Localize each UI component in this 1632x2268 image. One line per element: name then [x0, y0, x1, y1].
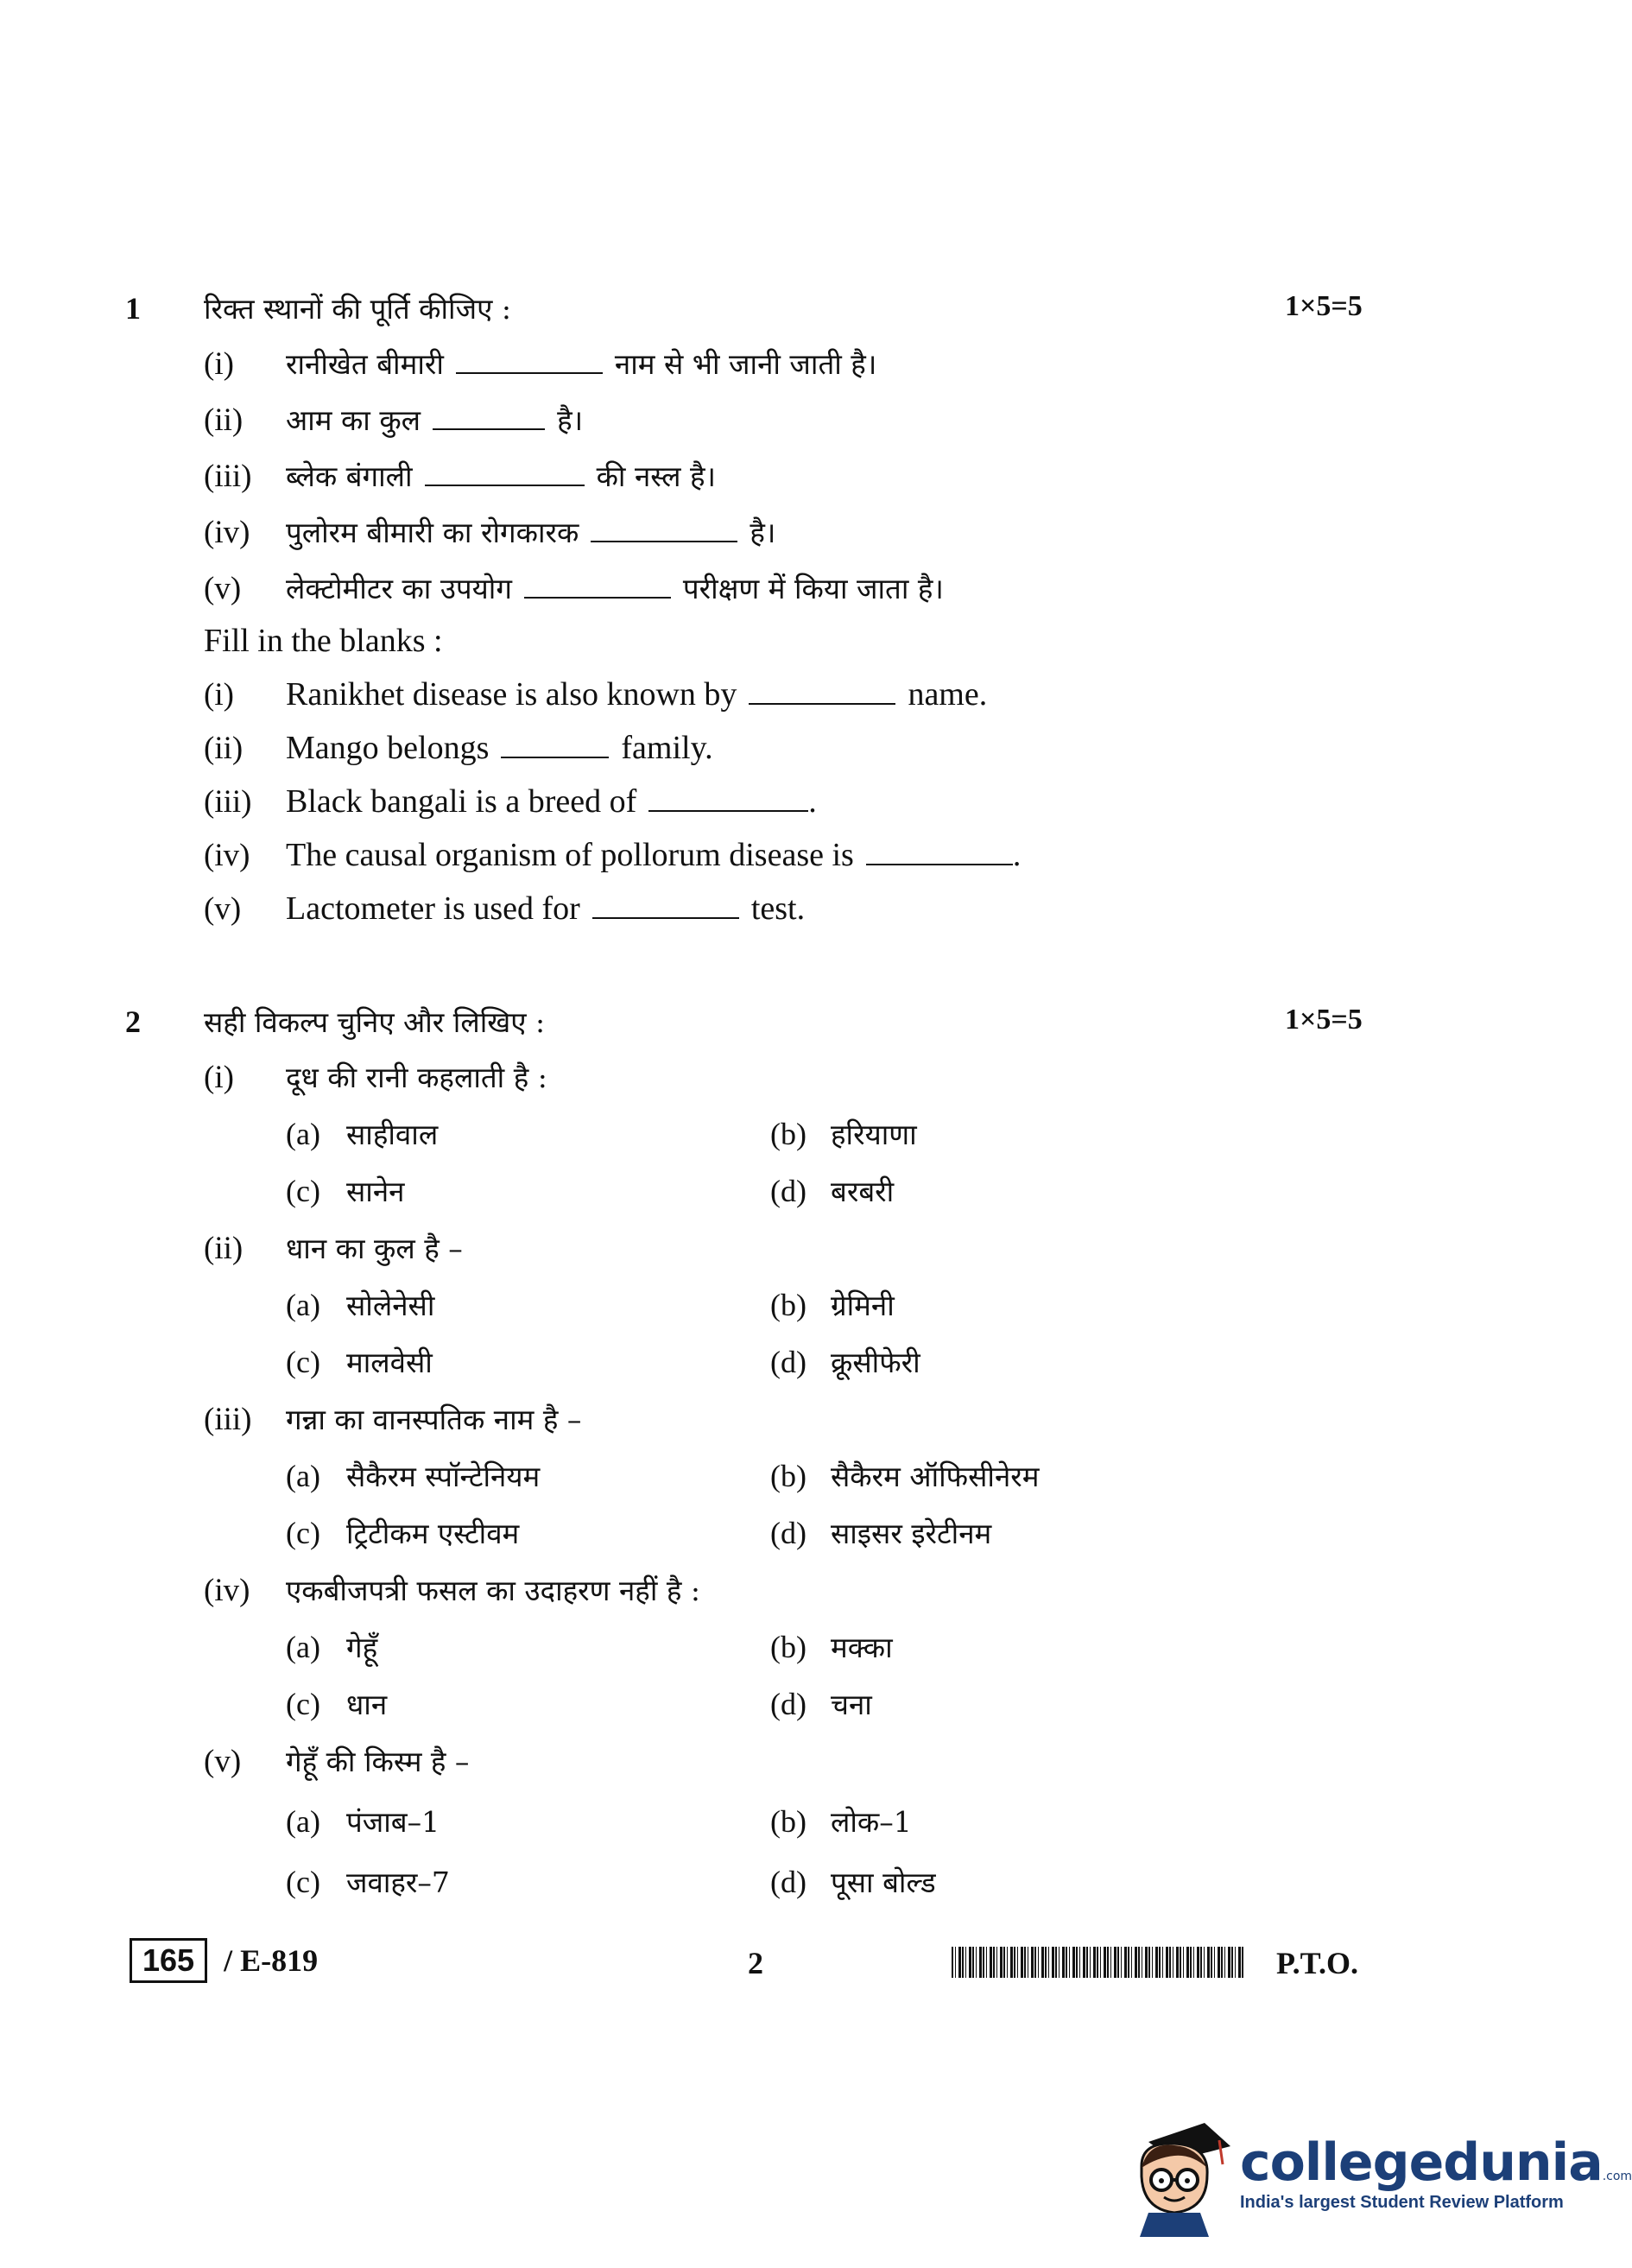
- q2-item-1-option-a: [286, 1114, 438, 1153]
- q1-heading-english: Fill in the blanks :: [204, 623, 443, 659]
- item-number: (iii): [204, 459, 252, 494]
- q1-english-item-3: [204, 782, 817, 820]
- q2-item-3-option-b: [770, 1456, 1040, 1495]
- blank-line: [501, 732, 609, 758]
- q2-item-3-option-a: [286, 1456, 540, 1495]
- q2-item-2-question: [204, 1228, 463, 1267]
- item-number: (ii): [204, 402, 244, 438]
- option-text: सानेन: [346, 1175, 405, 1208]
- item-number: (iv): [204, 1573, 250, 1608]
- item-text-a: पुलोरम बीमारी का रोगकारक: [286, 516, 579, 549]
- q2-item-4-option-a: [286, 1627, 377, 1666]
- page-number: 2: [748, 1946, 763, 1980]
- option-text: साइसर इरेटीनम: [831, 1517, 992, 1550]
- item-text-a: Mango belongs: [286, 730, 490, 766]
- blank-line: [866, 839, 1013, 865]
- option-text: गेहूँ: [346, 1631, 378, 1664]
- q2-item-5-question: [204, 1741, 469, 1780]
- blank-line: [592, 893, 739, 919]
- footer-paper-code: [130, 1938, 318, 1983]
- item-number: (ii): [204, 731, 244, 766]
- option-text: ट्रिटीकम एस्टीवम: [346, 1517, 520, 1550]
- collegedunia-logo: [1123, 2107, 1632, 2237]
- series-code: / E-819: [224, 1943, 319, 1978]
- q1-hindi-item-3: [204, 456, 716, 495]
- item-text-b: .: [808, 783, 817, 820]
- q2-heading-hindi: सही विकल्प चुनिए और लिखिए :: [204, 1005, 546, 1039]
- option-label: (d): [770, 1345, 807, 1379]
- q1-hindi-item-4: [204, 512, 775, 551]
- option-text: पूसा बोल्ड: [831, 1866, 936, 1899]
- q2-number: 2: [125, 1004, 141, 1039]
- option-text: हरियाणा: [831, 1118, 917, 1151]
- item-number: (i): [204, 677, 234, 713]
- q2-item-4-option-c: [286, 1684, 387, 1723]
- q1-heading-hindi: रिक्त स्थानों की पूर्ति कीजिए :: [204, 292, 511, 326]
- q1-marks: 1×5=5: [1285, 290, 1363, 322]
- item-number: (ii): [204, 1231, 244, 1266]
- question-text: गेहूँ की किस्म है –: [286, 1745, 470, 1778]
- item-text-b: .: [1012, 837, 1022, 873]
- blank-line: [648, 786, 808, 812]
- blank-line: [749, 679, 895, 705]
- option-label: (a): [286, 1288, 320, 1322]
- q1-english-item-5: [204, 890, 805, 928]
- option-label: (b): [770, 1804, 807, 1839]
- logo-tagline: India's largest Student Review Platform: [1240, 2192, 1564, 2212]
- q2-item-1-option-d: [770, 1171, 894, 1210]
- q2-item-5-option-b: [770, 1802, 912, 1840]
- q1-english-item-1: [204, 675, 987, 713]
- option-label: (d): [770, 1516, 807, 1550]
- option-label: (a): [286, 1459, 320, 1493]
- item-number: (iv): [204, 515, 250, 550]
- option-text: चना: [831, 1688, 872, 1721]
- q2-item-1-question: [204, 1057, 547, 1096]
- item-text-a: Black bangali is a breed of: [286, 783, 637, 820]
- option-text: मक्का: [831, 1631, 893, 1664]
- q2-marks: 1×5=5: [1285, 1004, 1363, 1036]
- option-text: बरबरी: [831, 1175, 895, 1208]
- item-text-a: Lactometer is used for: [286, 890, 580, 927]
- blank-line: [456, 348, 603, 374]
- item-number: (v): [204, 571, 242, 606]
- blank-line: [425, 460, 585, 486]
- option-label: (c): [286, 1174, 320, 1208]
- option-label: (d): [770, 1687, 807, 1721]
- q2-item-5-option-d: [770, 1862, 936, 1901]
- q2-item-5-option-c: [286, 1862, 450, 1901]
- mascot-icon: [1123, 2107, 1235, 2237]
- option-label: (d): [770, 1865, 807, 1899]
- q2-item-4-question: [204, 1570, 700, 1609]
- item-number: (i): [204, 346, 234, 382]
- option-text: धान: [346, 1688, 388, 1721]
- option-label: (a): [286, 1117, 320, 1151]
- item-number: (v): [204, 891, 242, 927]
- option-text: साहीवाल: [346, 1118, 439, 1151]
- option-text: ग्रेमिनी: [831, 1289, 895, 1322]
- option-label: (b): [770, 1459, 807, 1493]
- option-text: लोक–1: [831, 1805, 912, 1839]
- blank-line: [524, 573, 671, 599]
- q2-item-2-option-a: [286, 1285, 434, 1324]
- item-text-b: name.: [908, 676, 988, 713]
- q2-item-3-option-d: [770, 1513, 991, 1552]
- paper-code-box: 165: [130, 1938, 207, 1983]
- q1-hindi-item-1: [204, 344, 876, 383]
- option-text: मालवेसी: [346, 1346, 433, 1379]
- logo-domain: .com: [1602, 2169, 1632, 2183]
- question-text: एकबीजपत्री फसल का उदाहरण नहीं है :: [286, 1574, 700, 1607]
- item-text-b: test.: [750, 890, 806, 927]
- option-label: (c): [286, 1516, 320, 1550]
- item-text-b: family.: [621, 730, 713, 766]
- item-number: (iv): [204, 838, 250, 873]
- question-text: दूध की रानी कहलाती है :: [286, 1061, 547, 1094]
- option-text: क्रूसीफेरी: [831, 1346, 920, 1379]
- q1-english-item-2: [204, 729, 713, 767]
- option-label: (b): [770, 1288, 807, 1322]
- option-text: सैकैरम ऑफिसीनेरम: [831, 1460, 1040, 1493]
- option-label: (c): [286, 1687, 320, 1721]
- q2-item-2-option-c: [286, 1342, 433, 1381]
- option-label: (a): [286, 1630, 320, 1664]
- option-label: (c): [286, 1345, 320, 1379]
- q1-english-item-4: [204, 836, 1021, 874]
- option-text: सोलेनेसी: [346, 1289, 435, 1322]
- q2-item-4-option-b: [770, 1627, 893, 1666]
- option-text: जवाहर–7: [346, 1866, 450, 1899]
- item-number: (v): [204, 1744, 242, 1779]
- pto-label: P.T.O.: [1276, 1946, 1359, 1980]
- q2-item-3-option-c: [286, 1513, 519, 1552]
- q2-item-1-option-c: [286, 1171, 405, 1210]
- item-text-a: लेक्टोमीटर का उपयोग: [286, 572, 512, 605]
- item-text-a: आम का कुल: [286, 403, 421, 437]
- q1-hindi-item-2: [204, 400, 583, 439]
- item-text-a: रानीखेत बीमारी: [286, 347, 444, 381]
- option-label: (b): [770, 1630, 807, 1664]
- q1-number: 1: [125, 291, 141, 326]
- q2-item-5-option-a: [286, 1802, 440, 1840]
- blank-line: [433, 404, 545, 430]
- option-label: (b): [770, 1117, 807, 1151]
- item-text-b: है।: [557, 403, 584, 437]
- q2-item-1-option-b: [770, 1114, 917, 1153]
- option-text: सैकैरम स्पॉन्टेनियम: [346, 1460, 541, 1493]
- item-text-b: नाम से भी जानी जाती है।: [614, 347, 877, 381]
- q2-item-2-option-d: [770, 1342, 920, 1381]
- item-number: (i): [204, 1060, 234, 1095]
- item-text-a: The causal organism of pollorum disease is: [286, 837, 854, 873]
- item-number: (iii): [204, 784, 252, 820]
- barcode-image: [952, 1947, 1245, 1978]
- item-text-b: परीक्षण में किया जाता है।: [682, 572, 944, 605]
- option-label: (a): [286, 1804, 320, 1839]
- q2-item-3-question: [204, 1399, 581, 1438]
- logo-name: collegedunia: [1240, 2132, 1603, 2193]
- option-label: (c): [286, 1865, 320, 1899]
- option-text: पंजाब–1: [346, 1805, 440, 1839]
- option-label: (d): [770, 1174, 807, 1208]
- question-text: धान का कुल है –: [286, 1232, 463, 1265]
- question-text: गन्ना का वानस्पतिक नाम है –: [286, 1403, 582, 1436]
- item-text-a: ब्लेक बंगाली: [286, 459, 413, 493]
- q2-item-2-option-b: [770, 1285, 895, 1324]
- item-number: (iii): [204, 1402, 252, 1437]
- item-text-a: Ranikhet disease is also known by: [286, 676, 737, 713]
- q1-hindi-item-5: [204, 568, 944, 607]
- item-text-b: की नस्ल है।: [596, 459, 716, 493]
- item-text-b: है।: [750, 516, 776, 549]
- q2-item-4-option-d: [770, 1684, 872, 1723]
- blank-line: [591, 516, 737, 542]
